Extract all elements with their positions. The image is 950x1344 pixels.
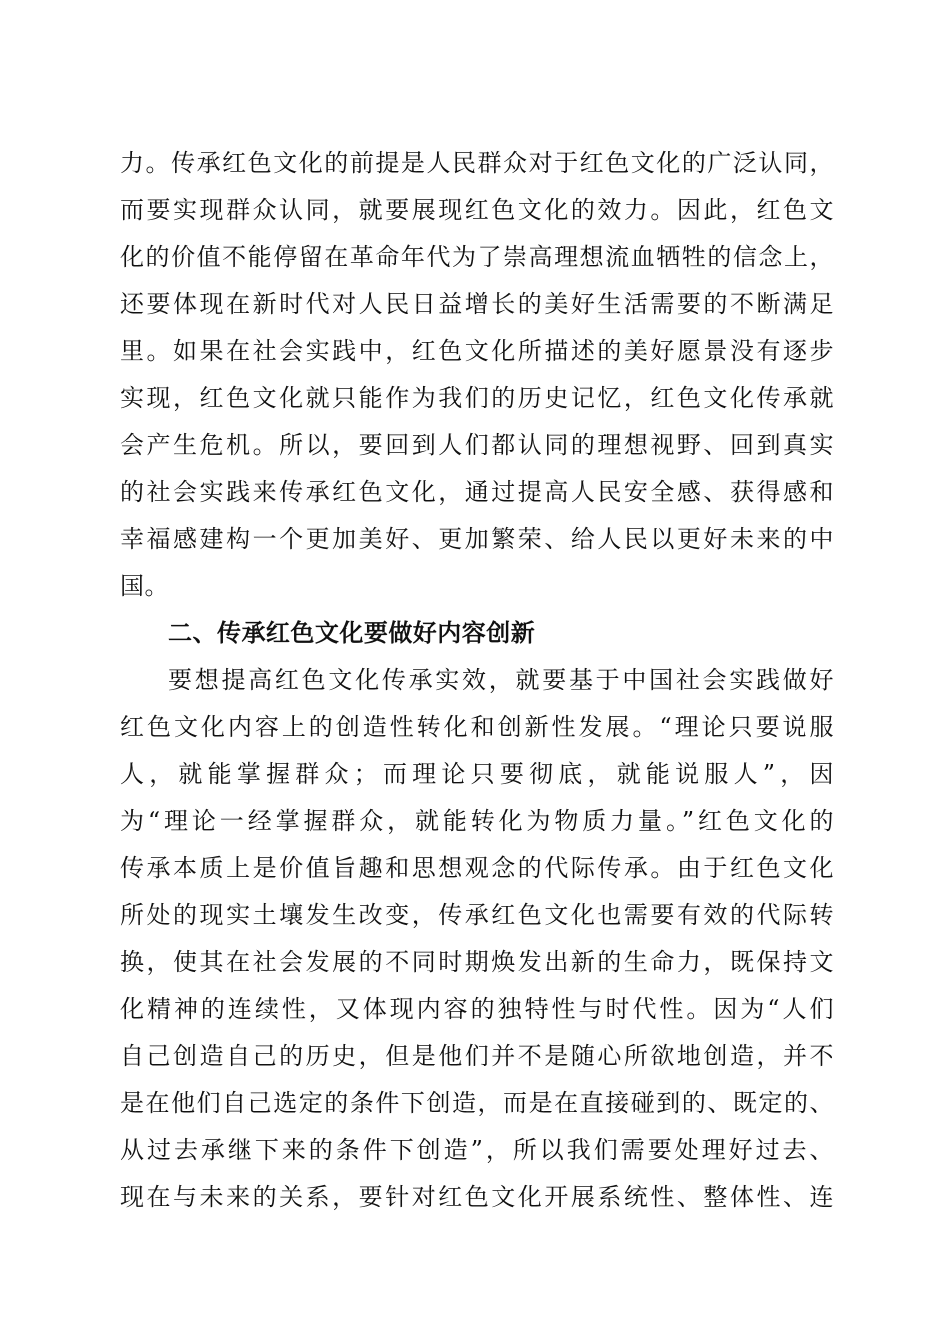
paragraph-2-line: 化精神的连续性，又体现内容的独特性与时代性。因为“人们 (120, 995, 834, 1023)
paragraph-1-line: 幸福感建构一个更加美好、更加繁荣、给人民以更好未来的中 (120, 525, 834, 553)
paragraph-1-line: 里。如果在社会实践中，红色文化所描述的美好愿景没有逐步 (120, 337, 834, 365)
paragraph-2-line: 所处的现实土壤发生改变，传承红色文化也需要有效的代际转 (120, 901, 834, 929)
section-heading: 二、传承红色文化要做好内容创新 (168, 619, 536, 647)
paragraph-2-line: 是在他们自己选定的条件下创造，而是在直接碰到的、既定的、 (120, 1089, 834, 1117)
paragraph-2-line: 人，就能掌握群众；而理论只要彻底，就能说服人”，因 (120, 760, 834, 788)
paragraph-1-line: 的社会实践来传承红色文化，通过提高人民安全感、获得感和 (120, 478, 834, 506)
paragraph-1-line: 会产生危机。所以，要回到人们都认同的理想视野、回到真实 (120, 431, 834, 459)
paragraph-1-line: 实现，红色文化就只能作为我们的历史记忆，红色文化传承就 (120, 384, 834, 412)
paragraph-1-line: 还要体现在新时代对人民日益增长的美好生活需要的不断满足 (120, 290, 834, 318)
paragraph-2-line: 现在与未来的关系，要针对红色文化开展系统性、整体性、连 (120, 1183, 834, 1211)
paragraph-2-line: 要想提高红色文化传承实效，就要基于中国社会实践做好 (168, 666, 834, 694)
paragraph-1-line: 力。传承红色文化的前提是人民群众对于红色文化的广泛认同， (120, 149, 834, 177)
paragraph-1-line: 化的价值不能停留在革命年代为了崇高理想流血牺牲的信念上， (120, 243, 834, 271)
paragraph-2-line: 传承本质上是价值旨趣和思想观念的代际传承。由于红色文化 (120, 854, 834, 882)
paragraph-1-line: 国。 (120, 572, 169, 600)
paragraph-1-line: 而要实现群众认同，就要展现红色文化的效力。因此，红色文 (120, 196, 834, 224)
paragraph-2-line: 自己创造自己的历史，但是他们并不是随心所欲地创造，并不 (120, 1042, 834, 1070)
paragraph-2-line: 红色文化内容上的创造性转化和创新性发展。“理论只要说服 (120, 713, 834, 741)
paragraph-2-line: 换，使其在社会发展的不同时期焕发出新的生命力，既保持文 (120, 948, 834, 976)
paragraph-2-line: 为“理论一经掌握群众，就能转化为物质力量。”红色文化的 (120, 807, 834, 835)
paragraph-2-line: 从过去承继下来的条件下创造”，所以我们需要处理好过去、 (120, 1136, 834, 1164)
